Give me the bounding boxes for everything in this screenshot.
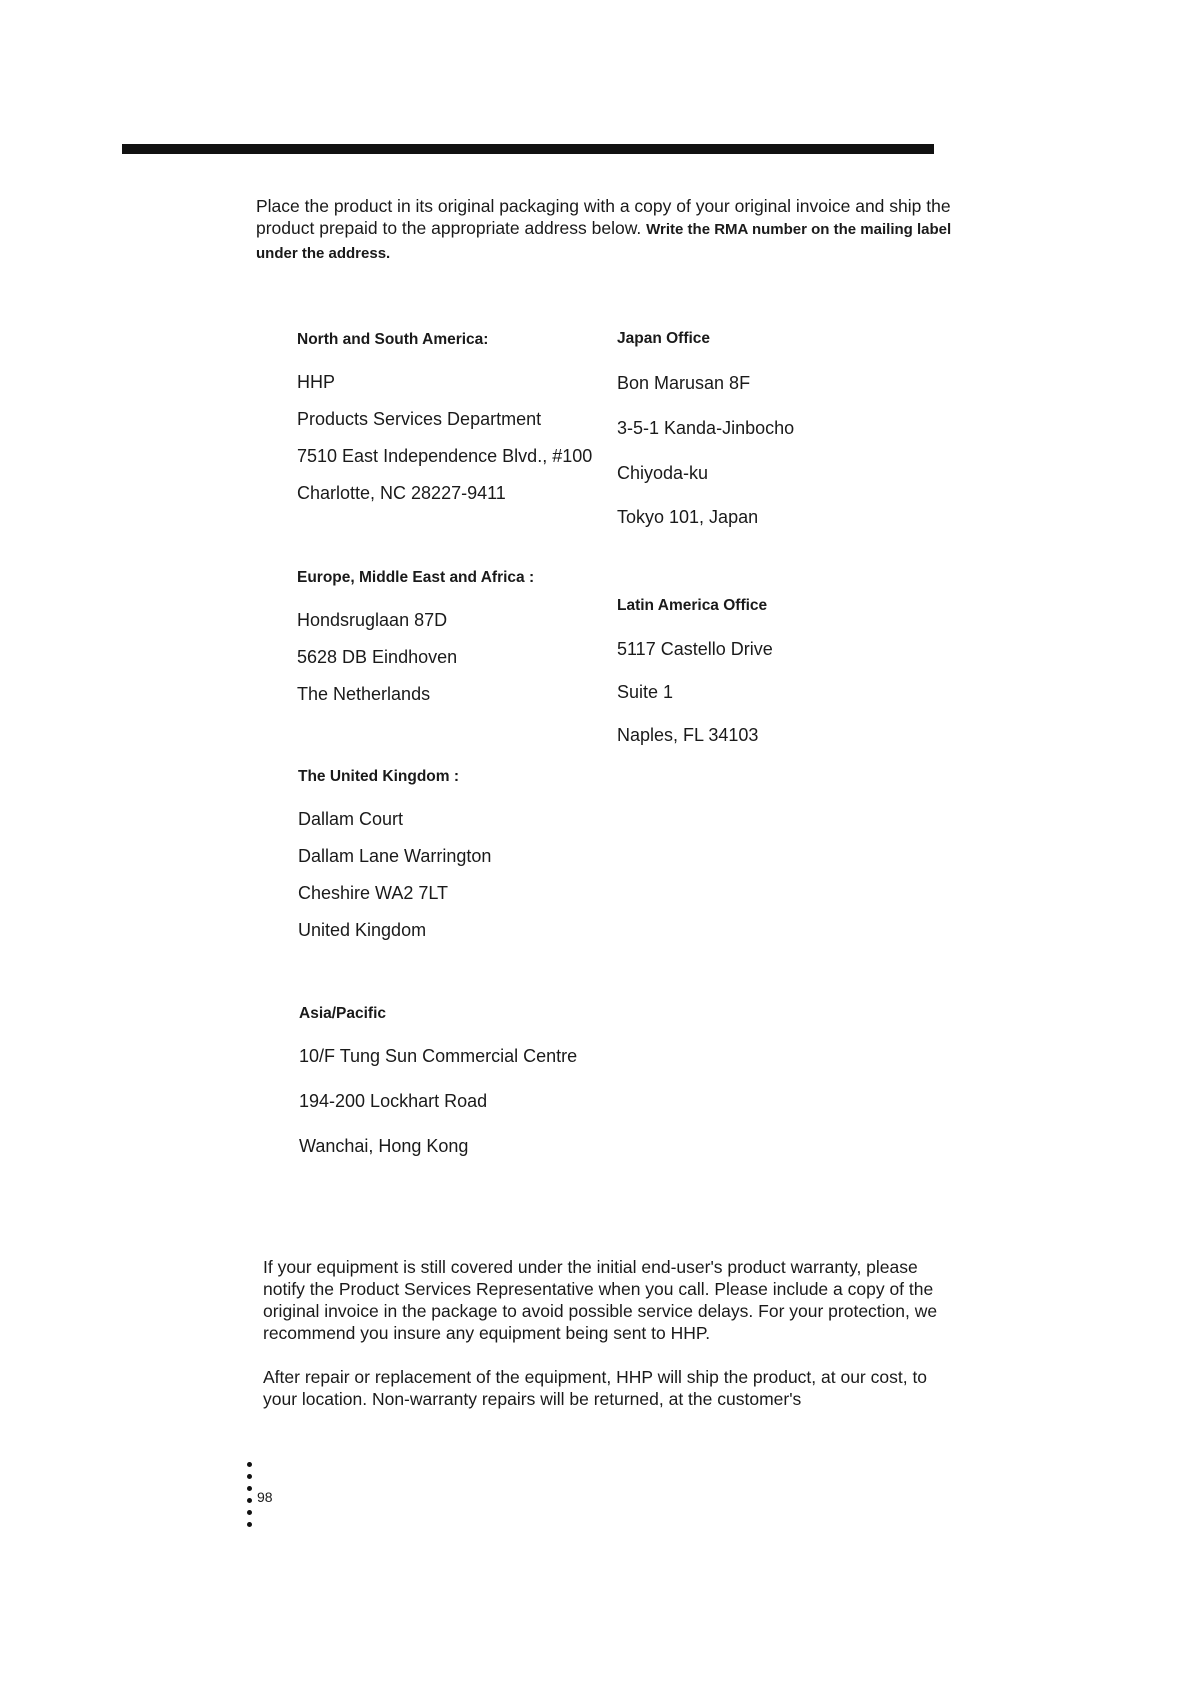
address-line: Cheshire WA2 7LT	[298, 883, 449, 903]
address-heading: Japan Office	[617, 330, 711, 347]
address-heading: The United Kingdom :	[298, 768, 460, 785]
marker-dot	[247, 1462, 252, 1467]
address-heading: Latin America Office	[617, 597, 768, 614]
address-heading: Europe, Middle East and Africa :	[297, 569, 535, 586]
marker-dot	[247, 1474, 252, 1479]
address-asia-pacific	[299, 1004, 577, 1156]
address-line: United Kingdom	[298, 920, 427, 940]
address-line: Naples, FL 34103	[617, 725, 759, 745]
address-united-kingdom	[298, 767, 491, 940]
marker-dot	[247, 1510, 252, 1515]
page-number-marker	[247, 1462, 287, 1552]
address-line: 3-5-1 Kanda-Jinbocho	[617, 418, 795, 438]
address-line: Products Services Department	[297, 409, 542, 429]
address-line: 5628 DB Eindhoven	[297, 647, 458, 667]
address-latin-america	[617, 596, 773, 745]
address-line: Dallam Court	[298, 809, 404, 829]
page-number: 98	[257, 1489, 273, 1505]
address-line: HHP	[297, 372, 336, 392]
address-heading: Asia/Pacific	[299, 1005, 387, 1022]
intro-text: Place the product in its original packaging with a copy of your original invoice and ship the product prepaid to the appropriate address below.	[256, 196, 951, 238]
marker-dot	[247, 1498, 252, 1503]
address-line: Suite 1	[617, 682, 674, 702]
warranty-paragraph: If your equipment is still covered under the initial end-user's product warranty, please notify the Product Services Representative when you call. Please include a copy of the original invoice in the package to avoid possible service delays. For your protection, we recommend you insure any equipment being sent to HHP.	[263, 1257, 938, 1343]
address-line: 194-200 Lockhart Road	[299, 1091, 488, 1111]
address-line: 5117 Castello Drive	[617, 639, 773, 659]
address-line: The Netherlands	[297, 684, 431, 704]
address-line: Wanchai, Hong Kong	[299, 1136, 469, 1156]
address-europe-middle-east-africa	[297, 568, 534, 704]
address-line: Charlotte, NC 28227-9411	[297, 483, 506, 503]
address-line: 10/F Tung Sun Commercial Centre	[299, 1046, 578, 1066]
address-heading: North and South America:	[297, 331, 489, 348]
address-japan	[617, 329, 794, 527]
address-line: Chiyoda-ku	[617, 463, 709, 483]
address-line: Bon Marusan 8F	[617, 373, 751, 393]
address-north-south-america	[297, 330, 592, 503]
intro-bold-text: Write the RMA number on the mailing label under the address.	[256, 221, 952, 262]
intro-paragraph	[256, 195, 956, 265]
repair-paragraph: After repair or replacement of the equipment, HHP will ship the product, at our cost, to your location. Non-warranty repairs will be returned, at the customer's	[263, 1367, 928, 1409]
address-line: Tokyo 101, Japan	[617, 507, 759, 527]
top-rule	[122, 144, 934, 154]
marker-dot	[247, 1522, 252, 1527]
marker-dot	[247, 1486, 252, 1491]
address-line: Dallam Lane Warrington	[298, 846, 492, 866]
address-line: Hondsruglaan 87D	[297, 610, 448, 630]
address-line: 7510 East Independence Blvd., #100	[297, 446, 593, 466]
